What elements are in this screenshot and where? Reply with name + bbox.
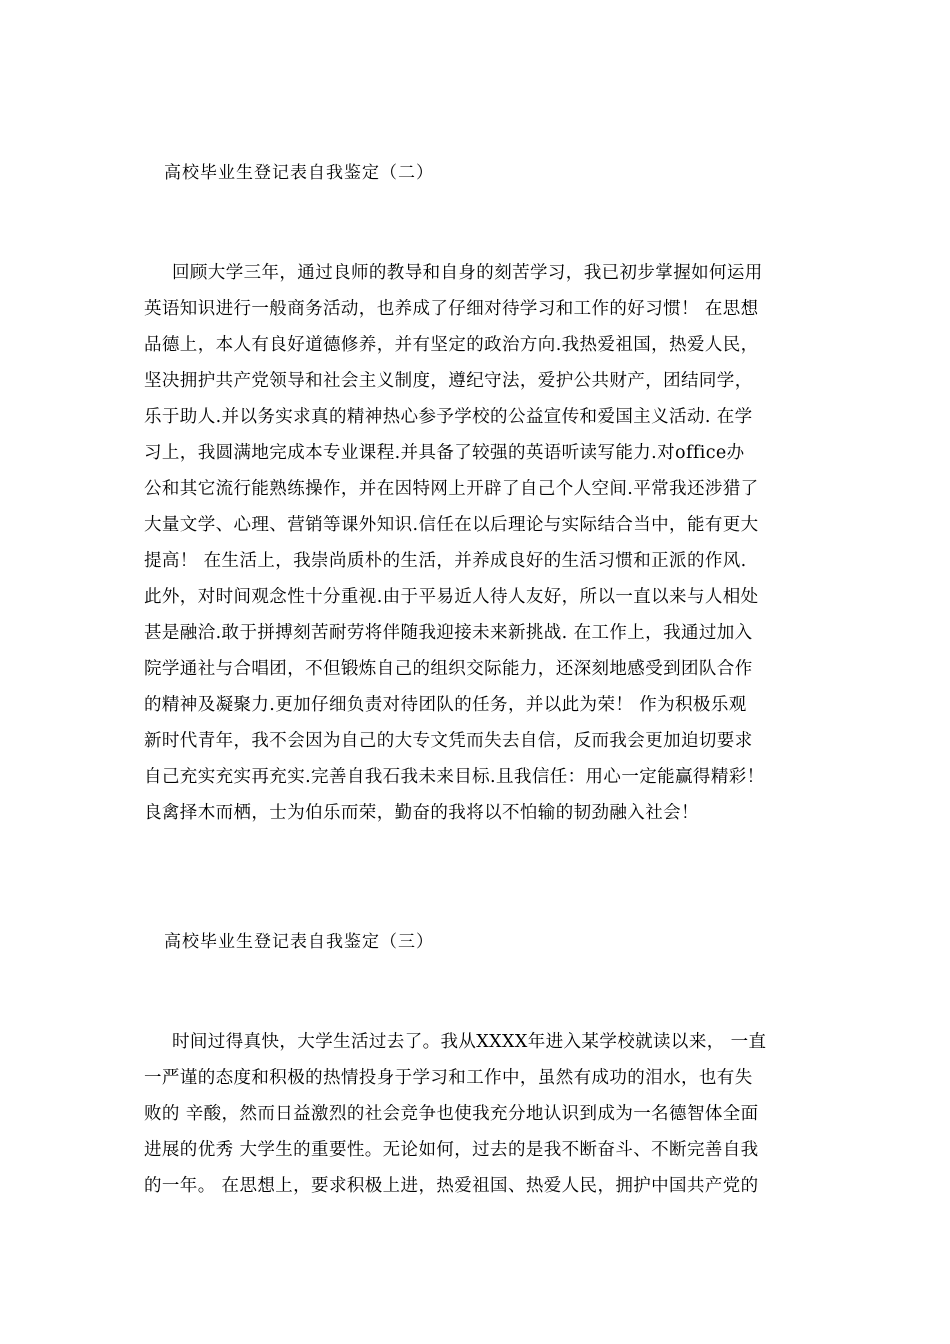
paragraph-line: 的精神及凝聚力.更加仔细负责对待团队的任务，并以此为荣！ 作为积极乐观 <box>144 695 747 715</box>
paragraph-line: 的一年。 在思想上，要求积极上进，热爱祖国、热爱人民，拥护中国共产党的 <box>144 1176 759 1196</box>
paragraph-line: 英语知识进行一般商务活动，也养成了仔细对待学习和工作的好习惯！ 在思想 <box>144 299 759 319</box>
paragraph-line: 公和其它流行能熟练操作，并在因特网上开辟了自己个人空间.平常我还涉猎了 <box>144 479 759 499</box>
paragraph-line: 此外，对时间观念性十分重视.由于平易近人待人友好，所以一直以来与人相处 <box>144 587 759 607</box>
section-title-2: 高校毕业生登记表自我鉴定（二） <box>164 163 434 183</box>
paragraph-line: 新时代青年，我不会因为自己的大专文凭而失去自信，反而我会更加迫切要求 <box>144 731 753 751</box>
paragraph-line: 甚是融洽.敢于拼搏刻苦耐劳将伴随我迎接未来新挑战. 在工作上，我通过加入 <box>144 623 753 643</box>
paragraph-line: 品德上，本人有良好道德修养，并有坚定的政治方向.我热爱祖国，热爱人民， <box>144 335 759 355</box>
paragraph-line: 一严谨的态度和积极的热情投身于学习和工作中，虽然有成功的泪水，也有失 <box>144 1068 753 1088</box>
paragraph-line: 败的 辛酸，然而日益激烈的社会竞争也使我充分地认识到成为一名德智体全面 <box>144 1104 759 1124</box>
paragraph-line: 时间过得真快，大学生活过去了。我从XXXX年进入某学校就读以来， 一直 <box>172 1032 767 1052</box>
section-title-3: 高校毕业生登记表自我鉴定（三） <box>164 932 434 952</box>
paragraph-line: 大量文学、心理、营销等课外知识.信任在以后理论与实际结合当中，能有更大 <box>144 515 759 535</box>
paragraph-line: 乐于助人.并以务实求真的精神热心参予学校的公益宣传和爱国主义活动. 在学 <box>144 407 753 427</box>
paragraph-line: 坚决拥护共产党领导和社会主义制度，遵纪守法，爱护公共财产，团结同学， <box>144 371 753 391</box>
paragraph-line: 习上，我圆满地完成本专业课程.并具备了较强的英语听读写能力.对office办 <box>144 443 745 463</box>
paragraph-line: 良禽择木而栖，士为伯乐而荣，勤奋的我将以不怕输的韧劲融入社会！ <box>144 803 699 823</box>
paragraph-line: 进展的优秀 大学生的重要性。无论如何，过去的是我不断奋斗、不断完善自我 <box>144 1140 759 1160</box>
paragraph-line: 自己充实充实再充实.完善自我石我未来目标.且我信任：用心一定能赢得精彩！ <box>144 767 765 787</box>
section-body-3 <box>144 1024 824 1204</box>
paragraph-line: 回顾大学三年，通过良师的教导和自身的刻苦学习，我已初步掌握如何运用 <box>172 263 763 283</box>
section-body-2 <box>144 255 824 831</box>
paragraph-line: 院学通社与合唱团，不但锻炼自己的组织交际能力，还深刻地感受到团队合作 <box>144 659 753 679</box>
paragraph-line: 提高！ 在生活上，我崇尚质朴的生活，并养成良好的生活习惯和正派的作风. <box>144 551 747 571</box>
